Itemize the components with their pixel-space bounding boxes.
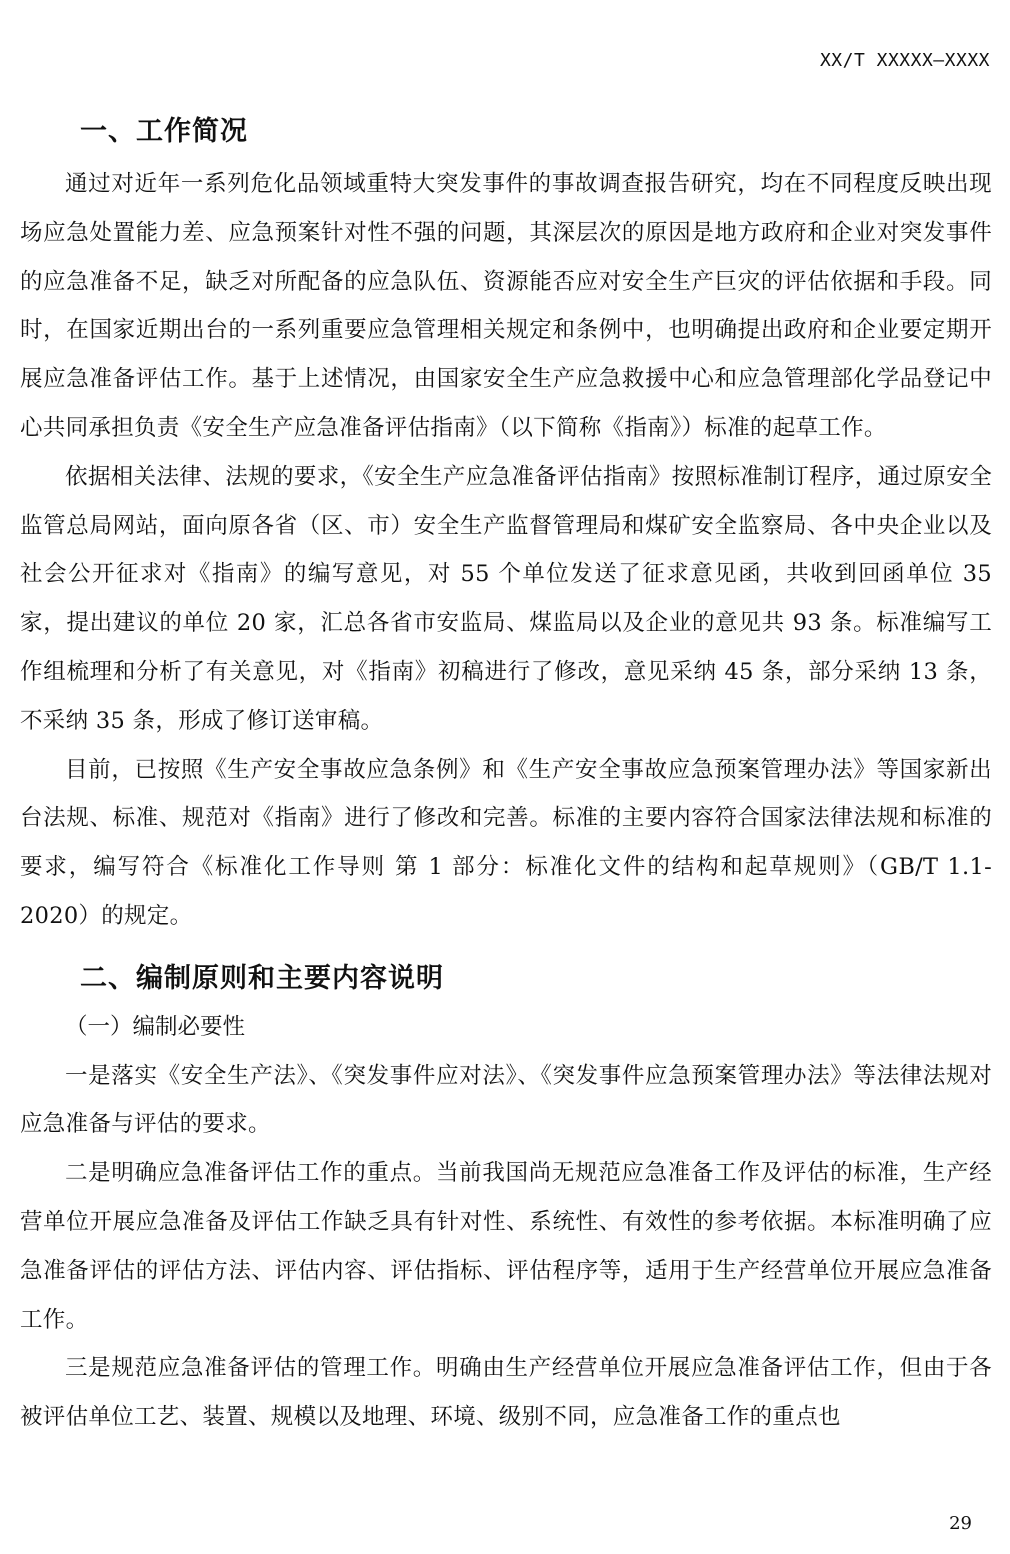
paragraph: 依据相关法律、法规的要求，《安全生产应急准备评估指南》按照标准制订程序，通过原安全监管总局网站，面向原各省（区、市）安全生产监督管理局和煤矿安全监察局、各中央企业以及社会公开征求对《指南》的编写意见，对 55 个单位发送了征求意见函，共收到回函单位 35 家，提出建议的单位 20 家，汇总各省市安监局、煤监局以及企业的意见共 93 条。标准编写工作组梳理和分析了有关意见，对《指南》初稿进行了修改，意见采纳 45 条，部分采纳 13 条，不采纳 35 条，形成了修订送审稿。: [20, 463, 992, 734]
paragraph: 一是落实《安全生产法》、《突发事件应对法》、《突发事件应急预案管理办法》等法律法规对应急准备与评估的要求。: [20, 1062, 992, 1138]
page-number: 29: [949, 1513, 972, 1534]
paragraph: 通过对近年一系列危化品领域重特大突发事件的事故调查报告研究，均在不同程度反映出现场应急处置能力差、应急预案针对性不强的问题，其深层次的原因是地方政府和企业对突发事件的应急准备不足，缺乏对所配备的应急队伍、资源能否应对安全生产巨灾的评估依据和手段。同时，在国家近期出台的一系列重要应急管理相关规定和条例中，也明确提出政府和企业要定期开展应急准备评估工作。基于上述情况，由国家安全生产应急救援中心和应急管理部化学品登记中心共同承担负责《安全生产应急准备评估指南》（以下简称《指南》）标准的起草工作。: [20, 171, 992, 441]
page-content: [20, 108, 992, 1442]
paragraph: 三是规范应急准备评估的管理工作。明确由生产经营单位开展应急准备评估工作，但由于各被评估单位工艺、装置、规模以及地理、环境、级别不同，应急准备工作的重点也: [20, 1355, 992, 1431]
paragraph: 目前，已按照《生产安全事故应急条例》和《生产安全事故应急预案管理办法》等国家新出台法规、标准、规范对《指南》进行了修改和完善。标准的主要内容符合国家法律法规和标准的要求，编写符合《标准化工作导则 第 1 部分：标准化文件的结构和起草规则》（GB/T 1.1-2020）的规定。: [20, 756, 992, 929]
subsection-heading-necessity: （一）编制必要性: [65, 1013, 246, 1040]
standard-code: XX/T XXXXX—XXXX: [819, 50, 990, 71]
section-heading-work-overview: 一、工作简况: [80, 116, 248, 147]
section-heading-principles: 二、编制原则和主要内容说明: [80, 962, 444, 994]
paragraph: 二是明确应急准备评估工作的重点。当前我国尚无规范应急准备工作及评估的标准，生产经营单位开展应急准备及评估工作缺乏具有针对性、系统性、有效性的参考依据。本标准明确了应急准备评估的评估方法、评估内容、评估指标、评估程序等，适用于生产经营单位开展应急准备工作。: [20, 1160, 992, 1333]
